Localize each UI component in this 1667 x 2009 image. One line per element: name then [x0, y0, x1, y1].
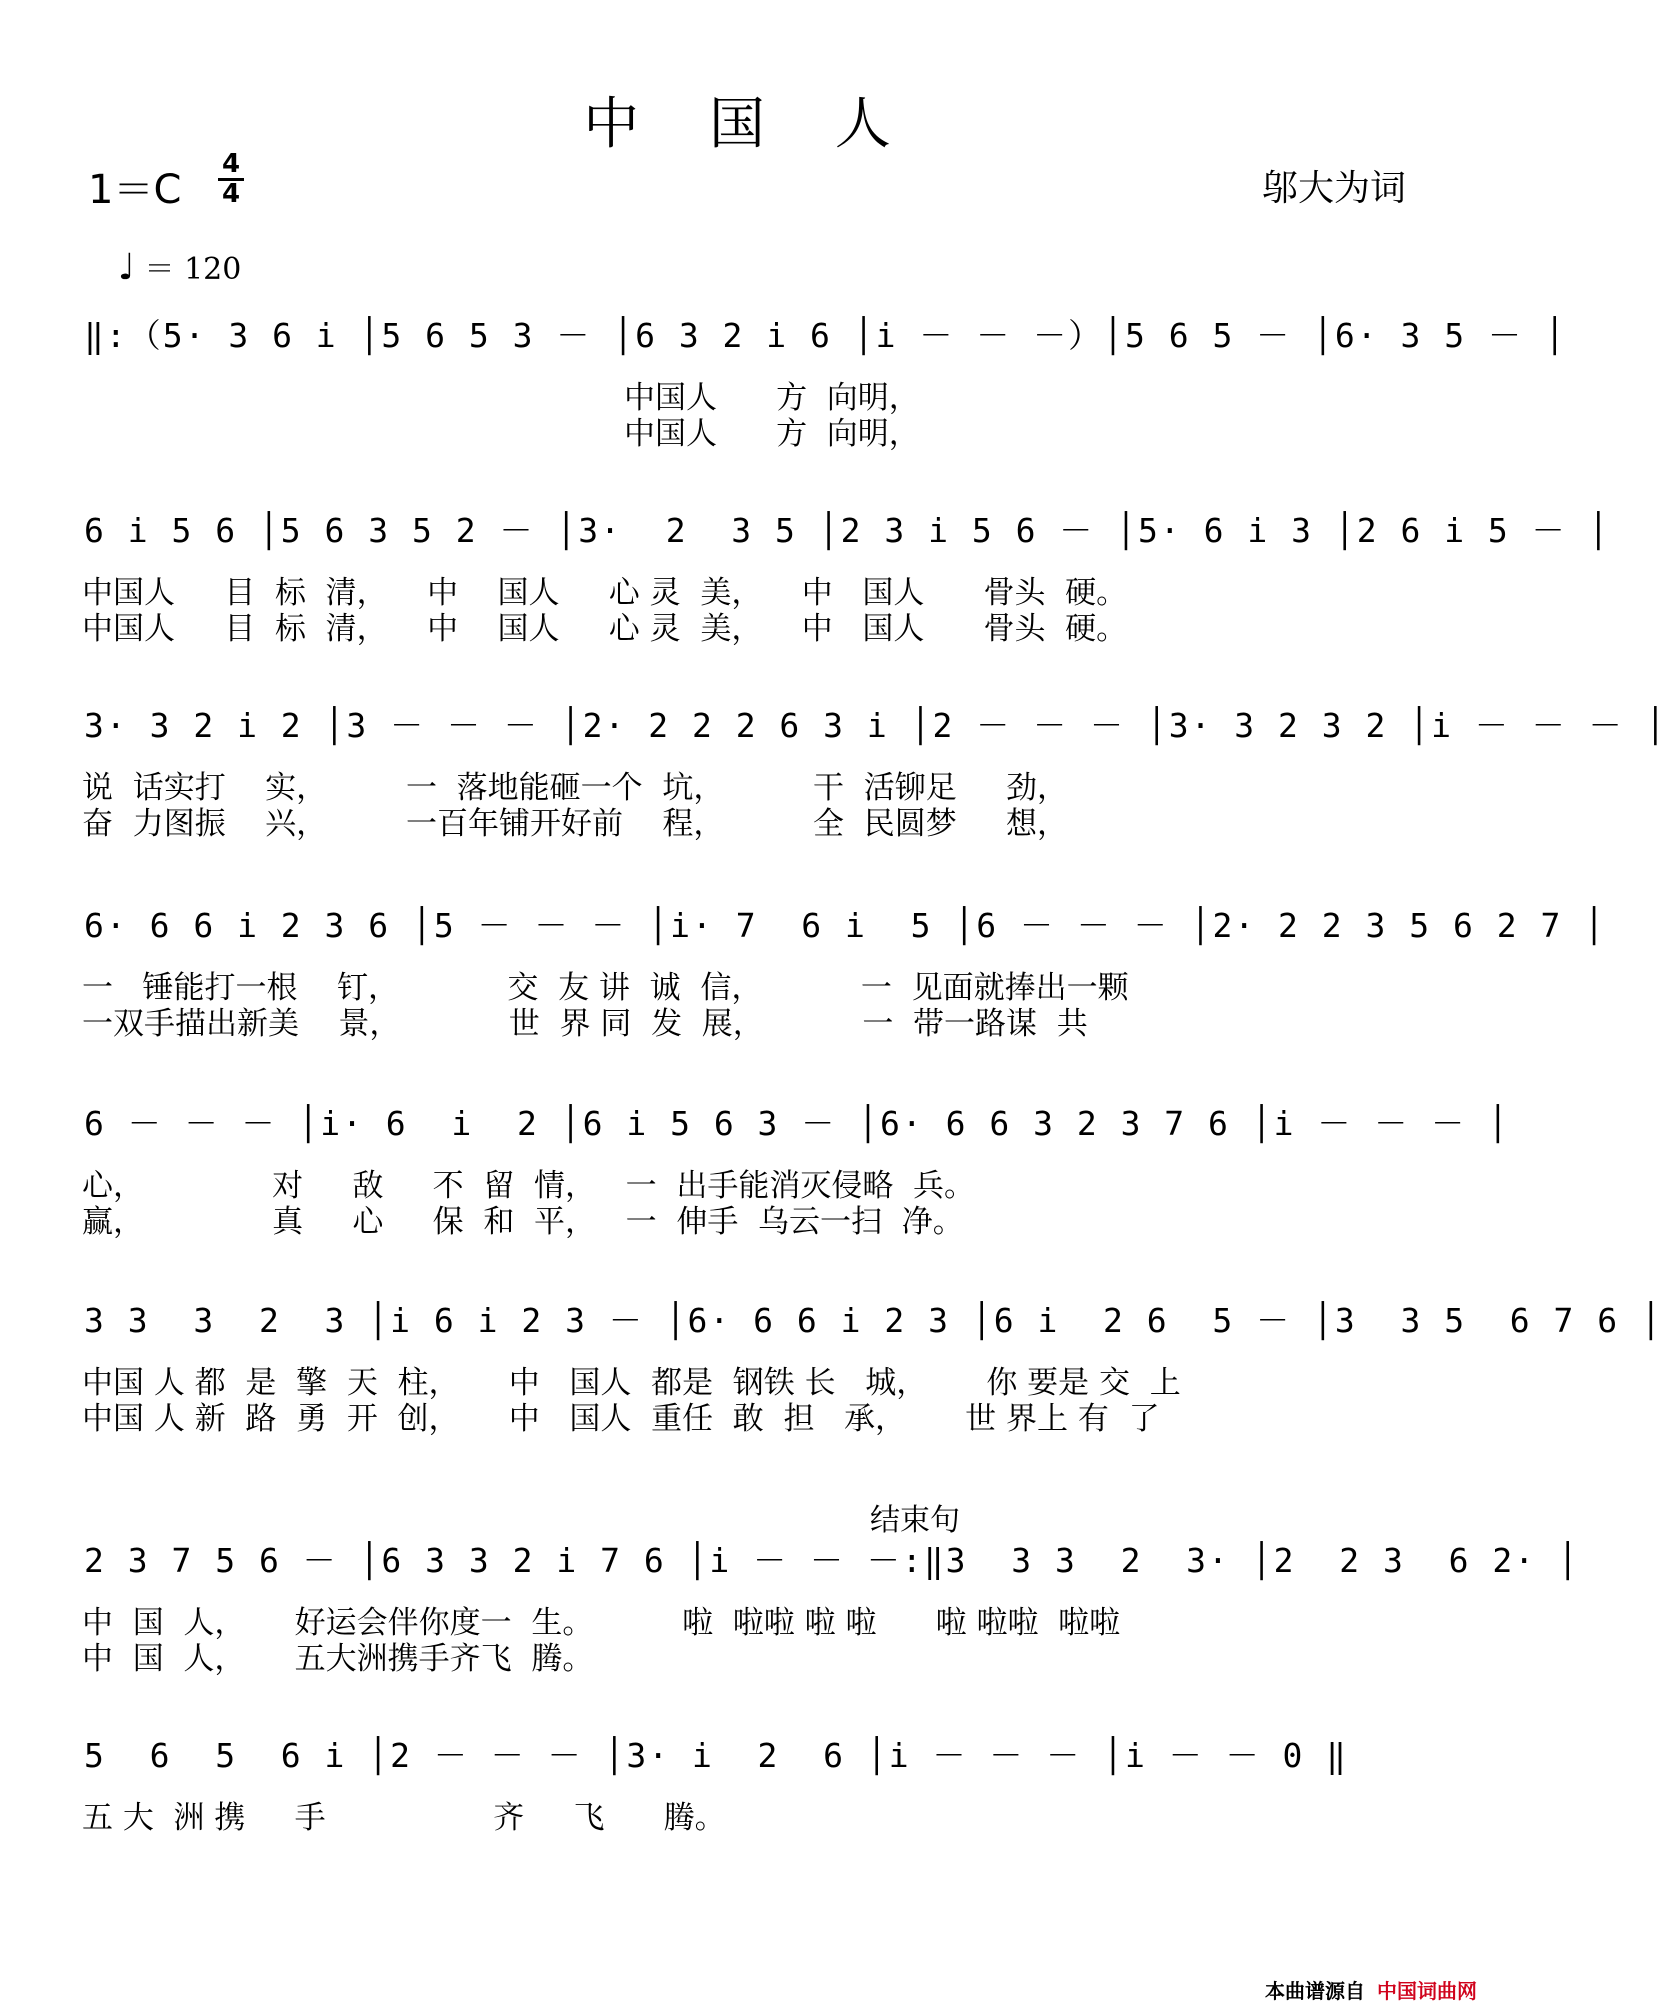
score-system-4 [0, 900, 1607, 1100]
lyrics-verse-2: 一双手描出新美 景， 世 界 同 发 展， 一 带一路谋 共 [82, 1006, 1088, 1042]
score-system-1 [0, 310, 1567, 510]
lyrics-verse-1: 中 国 人， 好运会伴你度一 生。 啦 啦啦 啦 啦 啦 啦啦 啦啦 [82, 1605, 1121, 1641]
lyrics-verse-2: 奋 力图振 兴， 一百年铺开好前 程， 全 民圆梦 想， [82, 806, 1069, 842]
lyrics-verse-1: 中国人 目 标 清， 中 国人 心 灵 美， 中 国人 骨头 硬。 [82, 575, 1128, 611]
notation-line: 6· 6 6 i 2 3 6 │5 － － － │i· 7 6 i 5 │6 － － － │2· 2 2 3 5 6 2 7 │ [84, 906, 1607, 945]
meter-bottom: 4 [221, 179, 241, 209]
lyrics-verse-1: 心， 对 敌 不 留 情， 一 出手能消灭侵略 兵。 [82, 1168, 976, 1204]
lyrics-verse-1: 五 大 洲 携 手 齐 飞 腾。 [82, 1800, 726, 1836]
notation-line: 2 3 7 5 6 － │6 3 3 2 i 7 6 │i － － －:‖3 3 3 2 3· │2 2 3 6 2· │ [84, 1541, 1580, 1580]
notation-line: 5 6 5 6 i │2 － － － │3· i 2 6 │i － － － │i － － 0 ‖ [84, 1736, 1349, 1775]
time-signature [218, 149, 244, 209]
notation-line: 3 3 3 2 3 │i 6 i 2 3 － │6· 6 6 i 2 3 │6 i 2 6 5 － │3 3 5 6 7 6 │ [84, 1301, 1663, 1340]
tempo-marking [118, 244, 241, 288]
lyrics-verse-2: 中 国 人， 五大洲携手齐飞 腾。 [82, 1641, 594, 1677]
lyrics-verse-1: 一 锤能打一根 钉， 交 友 讲 诚 信， 一 见面就捧出一颗 [82, 970, 1129, 1006]
notation-line: 3· 3 2 i 2 │3 － － － │2· 2 2 2 6 3 i │2 － － － │3· 3 2 3 2 │i － － － │ [84, 706, 1667, 745]
notation-line: ‖:（5· 3 6 i │5 6 5 3 － │6 3 2 i 6 │i － － －）│5 6 5 － │6· 3 5 － │ [84, 316, 1567, 355]
page-title: 中 国 人 [583, 92, 917, 157]
lyrics-verse-1: 说 话实打 实， 一 落地能砸一个 坑， 干 活铆足 劲， [82, 770, 1069, 806]
section-label: 结束句 [870, 1503, 960, 1538]
score-system-6 [0, 1295, 1663, 1495]
score-system-2 [0, 505, 1611, 705]
meter-top: 4 [221, 149, 241, 179]
lyrics-verse-1: 中国人 方 向明， [82, 380, 920, 416]
score-system-7 [0, 1495, 1580, 1695]
score-system-8 [0, 1730, 1500, 1930]
lyricist-credit: 邬大为词 [1262, 168, 1407, 209]
score-system-3 [0, 700, 1667, 900]
notation-line: 6 － － － │i· 6 i 2 │6 i 5 6 3 － │6· 6 6 3 2 3 7 6 │i － － － │ [84, 1104, 1510, 1143]
lyrics-verse-1: 中国 人 都 是 擎 天 柱， 中 国人 都是 钢铁 长 城， 你 要是 交 上 [82, 1365, 1181, 1401]
tempo-value: ＝ 120 [144, 252, 242, 287]
lyrics-verse-2: 中国 人 新 路 勇 开 创， 中 国人 重任 敢 担 承， 世 界上 有 了 [82, 1401, 1160, 1437]
source-footer [1265, 1975, 1477, 2004]
key-signature: 1＝C [88, 167, 182, 213]
score-system-5 [0, 1098, 1510, 1298]
notation-line: 6 i 5 6 │5 6 3 5 2 － │3· 2 3 5 │2 3 i 5 6 － │5· 6 i 3 │2 6 i 5 － │ [84, 511, 1611, 550]
source-label: 本曲谱源自 [1265, 1979, 1365, 2003]
lyrics-verse-2: 中国人 方 向明， [82, 416, 920, 452]
lyrics-verse-2: 赢， 真 心 保 和 平， 一 伸手 乌云一扫 净。 [82, 1204, 964, 1240]
quarter-note-icon: ♩ [118, 247, 135, 288]
site-name-link[interactable]: 中国词曲网 [1377, 1979, 1477, 2003]
lyrics-verse-2: 中国人 目 标 清， 中 国人 心 灵 美， 中 国人 骨头 硬。 [82, 611, 1128, 647]
